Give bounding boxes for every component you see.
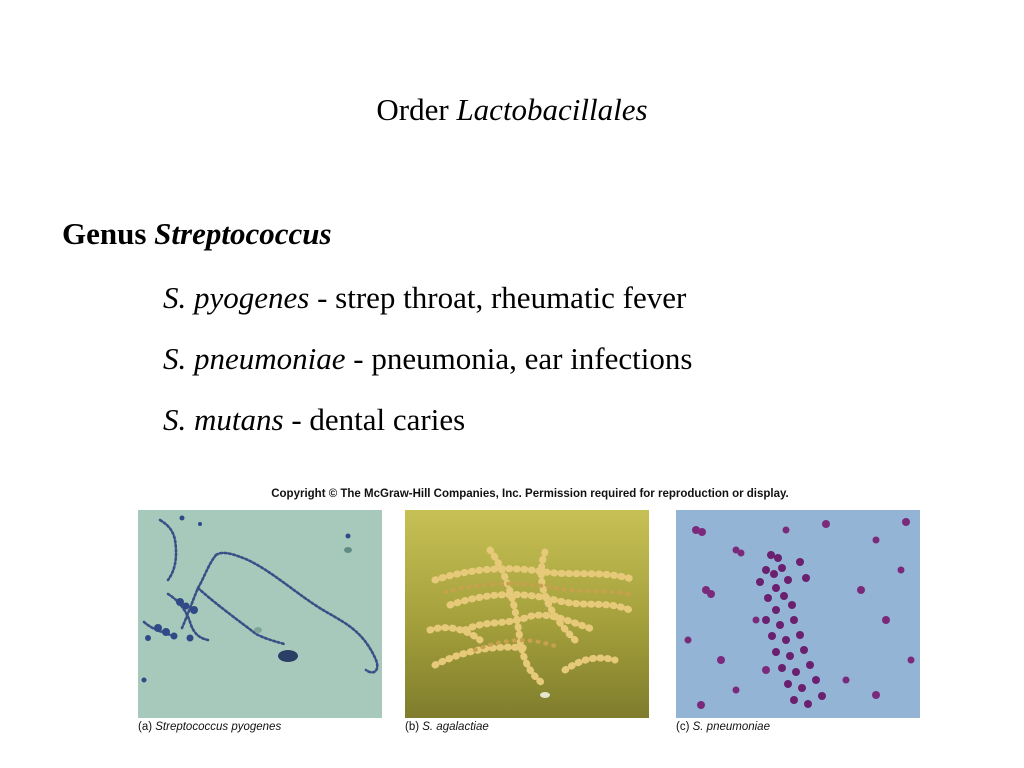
caption-label: (c)	[676, 721, 693, 733]
slide-title	[0, 92, 1024, 128]
species-name: S. pneumoniae	[163, 341, 346, 376]
figure-caption-b	[405, 721, 489, 733]
figure-caption-a	[138, 721, 281, 733]
caption-name: S. pneumoniae	[692, 721, 770, 733]
caption-label: (b)	[405, 721, 423, 733]
species-item	[163, 402, 465, 438]
figure-copyright: Copyright © The McGraw-Hill Companies, Inc. Permission required for reproduction or display.	[271, 488, 789, 500]
species-name: S. pyogenes	[163, 280, 310, 315]
genus-taxon: Streptococcus	[154, 216, 332, 251]
species-description: - dental caries	[283, 402, 466, 437]
species-description: - pneumonia, ear infections	[345, 341, 693, 376]
title-prefix: Order	[376, 92, 457, 127]
genus-heading	[62, 216, 332, 252]
micrograph-streptococcus-pyogenes	[138, 510, 382, 718]
genus-prefix: Genus	[62, 216, 155, 251]
caption-name: S. agalactiae	[422, 721, 489, 733]
species-item	[163, 341, 692, 377]
species-item	[163, 280, 686, 316]
species-name: S. mutans	[163, 402, 284, 437]
title-taxon: Lactobacillales	[456, 92, 648, 127]
figure-caption-c	[676, 721, 770, 733]
micrograph-streptococcus-pneumoniae	[676, 510, 920, 718]
caption-label: (a)	[138, 721, 156, 733]
caption-name: Streptococcus pyogenes	[155, 721, 282, 733]
micrograph-streptococcus-agalactiae	[405, 510, 649, 718]
species-description: - strep throat, rheumatic fever	[309, 280, 687, 315]
